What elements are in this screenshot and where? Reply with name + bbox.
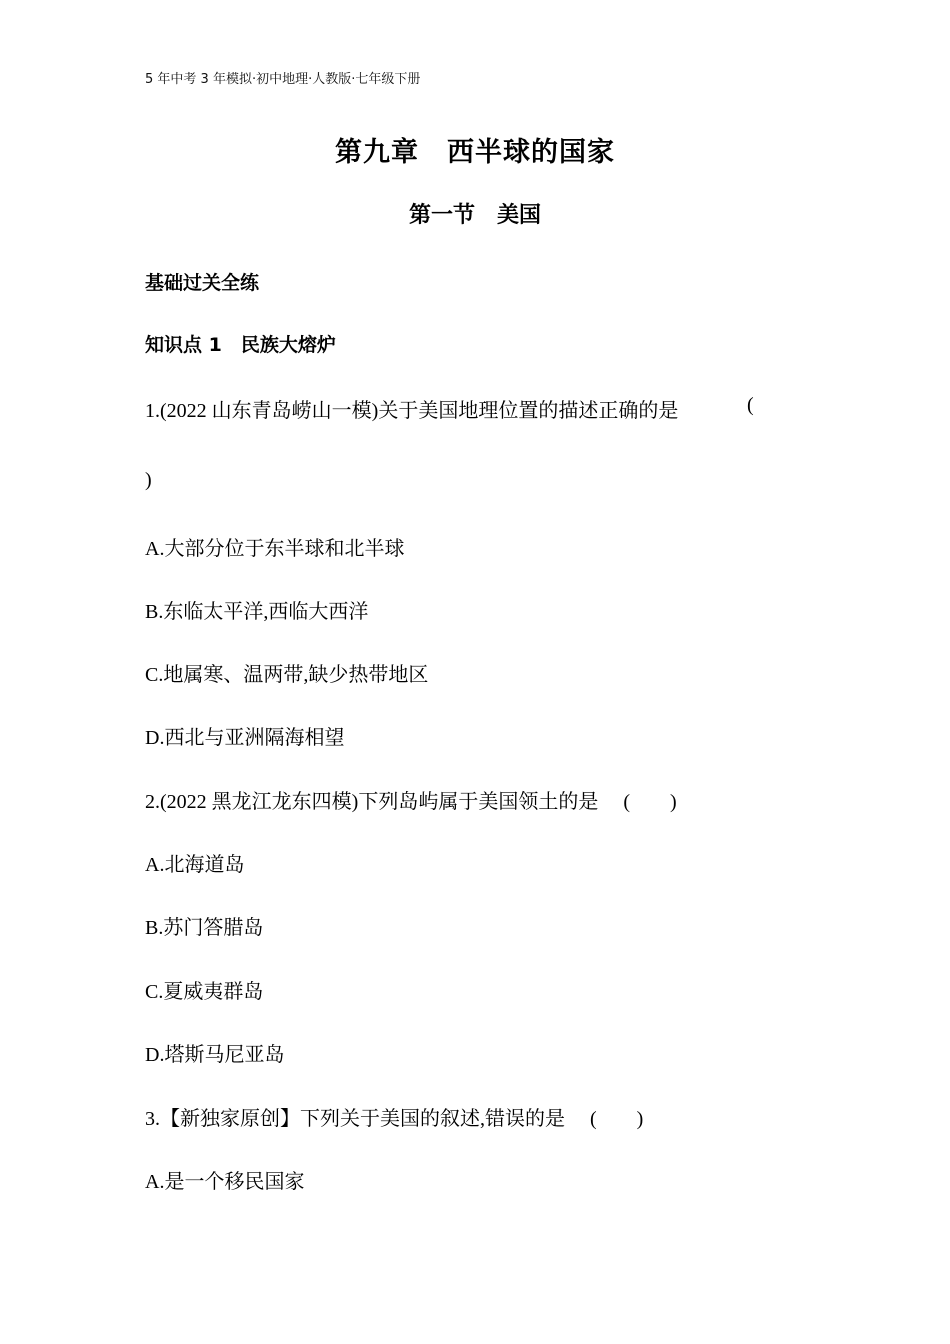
section-title: 第一节 美国 (408, 203, 541, 228)
knowledge-point-heading: 知识点 1 民族大熔炉 (145, 334, 336, 356)
chapter-title: 第九章 西半球的国家 (335, 137, 615, 168)
question-1-stem: 1.(2022 山东青岛崂山一模)关于美国地理位置的描述正确的是 (145, 400, 679, 422)
question-2-stem: 2.(2022 黑龙江龙东四模)下列岛屿属于美国领土的是 ( ) (145, 791, 677, 813)
question-2-option-b: B.苏门答腊岛 (145, 917, 264, 939)
question-1-answer-paren-close: ) (145, 469, 152, 491)
practice-heading: 基础过关全练 (145, 272, 260, 294)
question-2-option-d: D.塔斯马尼亚岛 (145, 1044, 285, 1066)
question-3-stem: 3.【新独家原创】下列关于美国的叙述,错误的是 ( ) (145, 1108, 644, 1130)
question-1-option-c: C.地属寒、温两带,缺少热带地区 (145, 664, 429, 686)
question-3-option-a: A.是一个移民国家 (145, 1171, 305, 1193)
question-1-option-d: D.西北与亚洲隔海相望 (145, 727, 345, 749)
question-1-answer-paren-open: ( (747, 394, 754, 416)
running-header: 5 年中考 3 年模拟·初中地理·人教版·七年级下册 (145, 72, 421, 87)
question-1-option-b: B.东临太平洋,西临大西洋 (145, 601, 369, 623)
question-2-option-a: A.北海道岛 (145, 854, 245, 876)
question-1-option-a: A.大部分位于东半球和北半球 (145, 538, 405, 560)
question-2-option-c: C.夏威夷群岛 (145, 981, 264, 1003)
